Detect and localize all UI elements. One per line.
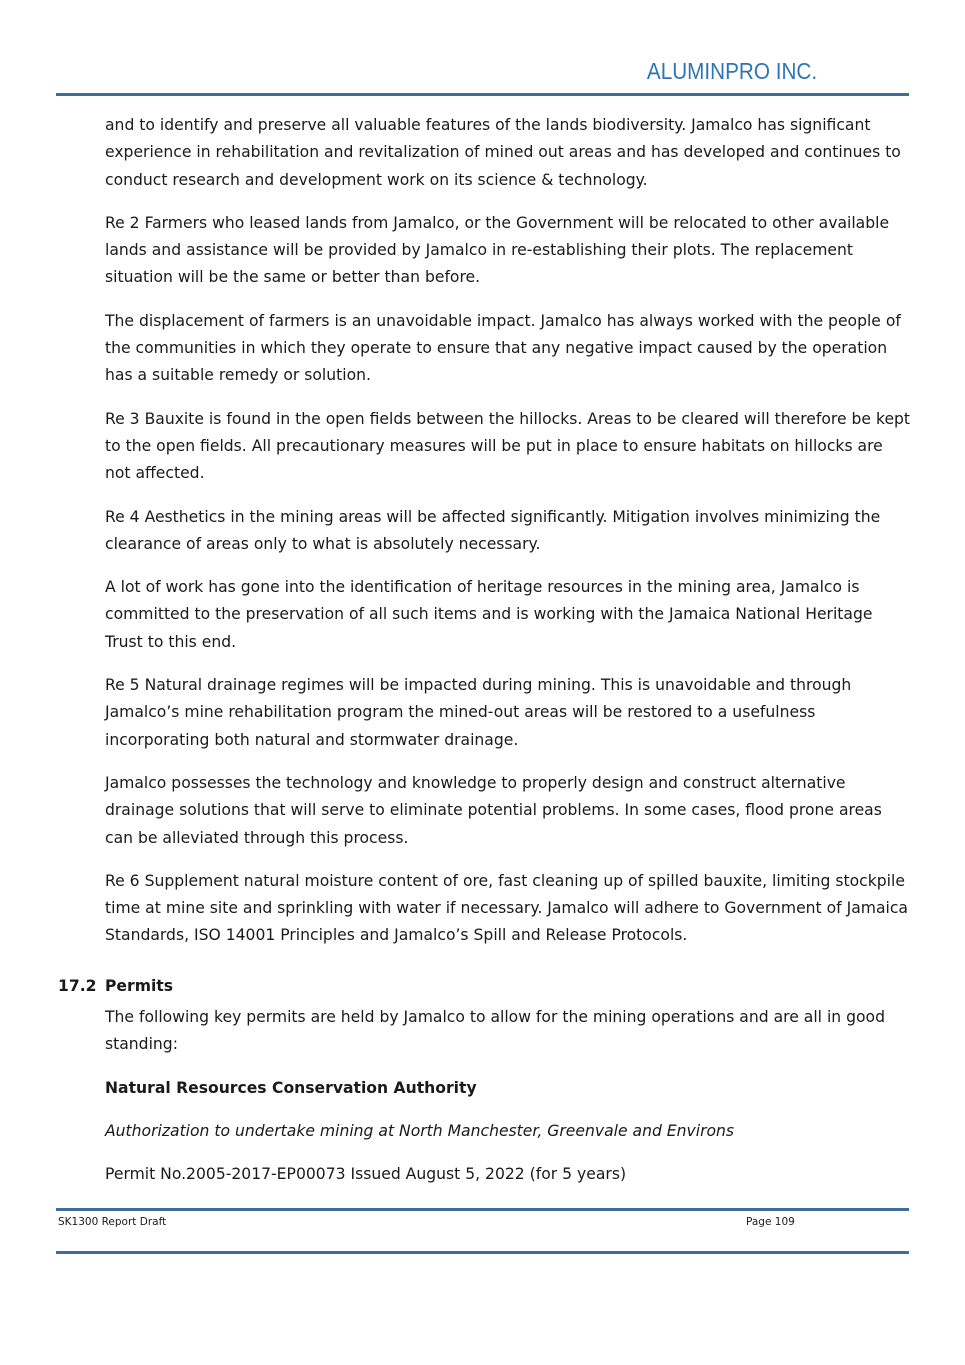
paragraph-drainage: Jamalco possesses the technology and knowledge to properly design and construct alternative drainage solutions that will serve to eliminate potential problems. In some cases, flood prone areas can be alleviated through this process. (105, 773, 882, 847)
footer-page-number: Page 109 (746, 1216, 795, 1228)
paragraph-re2: Re 2 Farmers who leased lands from Jamalco, or the Government will be relocated to other available lands and assistance will be provided by Jamalco in re-establishing their plots. The replacement situation will be the same or better than before. (105, 213, 890, 287)
paragraph-re4: Re 4 Aesthetics in the mining areas will be affected significantly. Mitigation involves minimizing the clearance of areas only to what is absolutely necessary. (105, 507, 881, 553)
permits-intro: The following key permits are held by Jamalco to allow for the mining operations and are all in good standing: (105, 1008, 885, 1054)
permit-title: Authorization to undertake mining at North Manchester, Greenvale and Environs (105, 1121, 735, 1140)
paragraph-biodiversity: and to identify and preserve all valuable features of the lands biodiversity. Jamalco has significant experience in rehabilitation and revitalization of mined out areas and has developed and continues to conduct research and development work on its science & technology. (105, 116, 901, 189)
footer-rule-bottom (56, 1251, 909, 1254)
paragraph-displacement: The displacement of farmers is an unavoidable impact. Jamalco has always worked with the people of the communities in which they operate to ensure that any negative impact caused by the operation has a suitable remedy or solution. (105, 311, 901, 385)
paragraph-re6: Re 6 Supplement natural moisture content of ore, fast cleaning up of spilled bauxite, limiting stockpile time at mine site and sprinkling with water if necessary. Jamalco will adhere to Government of Jamaica Standards, ISO 14001 Principles and Jamalco’s Spill and Release Protocols. (105, 871, 908, 945)
footer-rule-top (56, 1208, 909, 1211)
footer-report-name: SK1300 Report Draft (58, 1216, 167, 1228)
paragraph-heritage: A lot of work has gone into the identification of heritage resources in the mining area, Jamalco is committed to the preservation of all such items and is working with the Jamaica National Heritage Trust to this end. (105, 578, 873, 651)
section-number: 17.2 (58, 976, 97, 995)
company-name-header: ALUMINPRO INC. (646, 58, 817, 84)
permit-detail: Permit No.2005-2017-EP00073 Issued August 5, 2022 (for 5 years) (105, 1165, 627, 1184)
section-title: Permits (105, 976, 174, 995)
paragraph-re5: Re 5 Natural drainage regimes will be impacted during mining. This is unavoidable and through Jamalco’s mine rehabilitation program the mined-out areas will be restored to a usefulness incorporating both natural and stormwater drainage. (105, 676, 852, 749)
page-body (58, 112, 913, 1205)
authority-name: Natural Resources Conservation Authority (105, 1078, 477, 1097)
header-rule (56, 93, 909, 96)
section-heading (58, 973, 913, 1000)
paragraph-re3: Re 3 Bauxite is found in the open fields between the hillocks. Areas to be cleared will therefore be kept to the open fields. All precautionary measures will be put in place to ensure habitats on hillocks are not affected. (105, 409, 911, 483)
